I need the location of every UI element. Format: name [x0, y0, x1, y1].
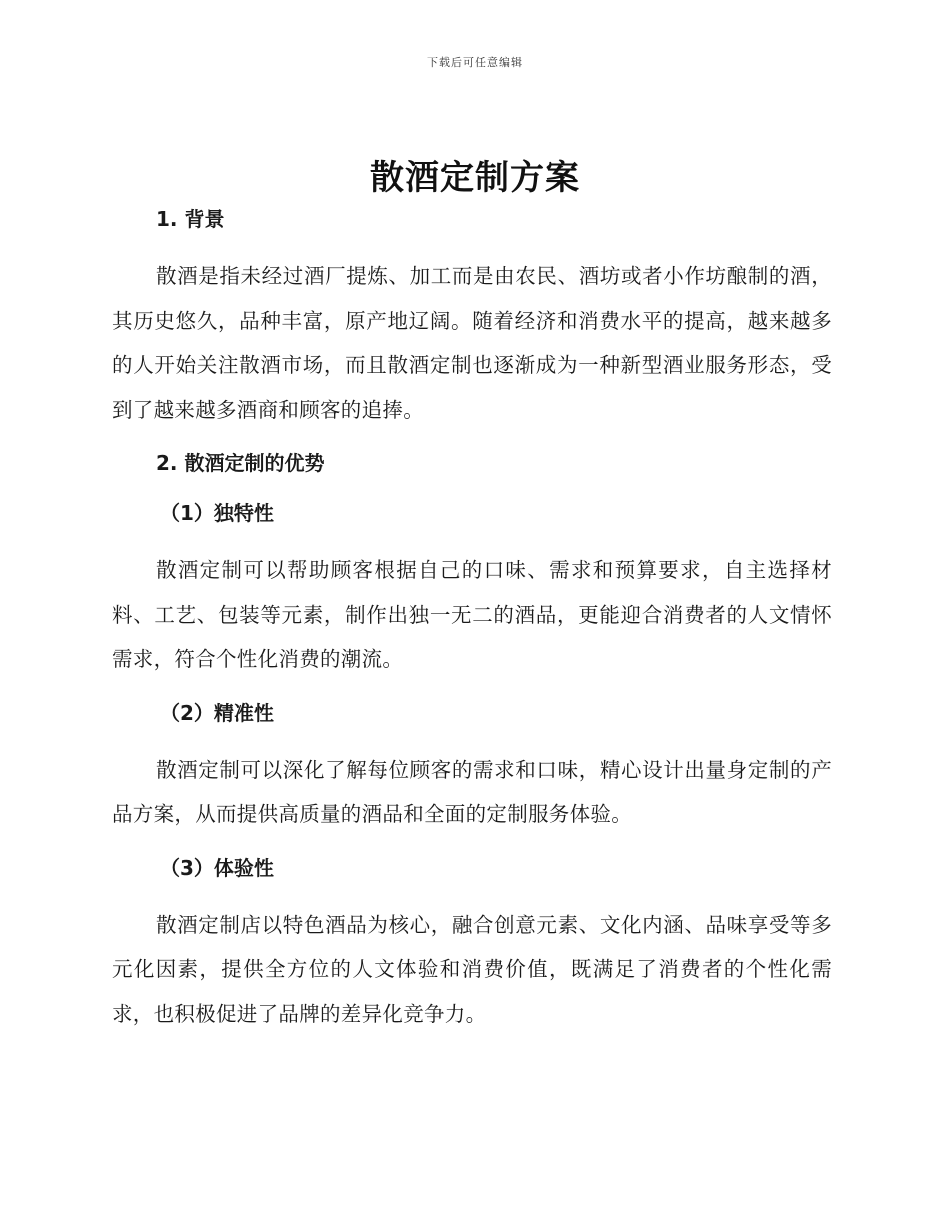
subheading-experience: （3）体验性	[160, 855, 274, 880]
subheading-uniqueness: （1）独特性	[160, 501, 274, 525]
spacer	[112, 883, 832, 903]
spacer	[112, 837, 832, 853]
spacer	[112, 478, 832, 498]
paragraph-uniqueness: 散酒定制可以帮助顾客根据自己的口味、需求和预算要求，自主选择材料、工艺、包装等元素，制作出独一无二的酒品，更能迎合消费者的人文情怀需求，符合个性化消费的潮流。	[112, 558, 832, 671]
spacer	[112, 682, 832, 698]
spacer	[112, 528, 832, 548]
spacer	[112, 432, 832, 448]
document-title: 散酒定制方案	[370, 158, 580, 198]
header-note: 下载后可任意编辑	[427, 56, 523, 69]
paragraph-background: 散酒是指未经过酒厂提炼、加工而是由农民、酒坊或者小作坊酿制的酒，其历史悠久，品种丰富，原产地辽阔。随着经济和消费水平的提高，越来越多的人开始关注散酒市场，而且散酒定制也逐渐成为一种新型酒业服务形态，受到了越来越多酒商和顾客的追捧。	[112, 264, 832, 422]
spacer	[112, 234, 832, 254]
section-heading-background: 1. 背景	[156, 207, 225, 231]
paragraph-precision: 散酒定制可以深化了解每位顾客的需求和口味，精心设计出量身定制的产品方案，从而提供高质量的酒品和全面的定制服务体验。	[112, 757, 832, 826]
subheading-precision: （2）精准性	[160, 700, 274, 725]
paragraph-experience: 散酒定制店以特色酒品为核心，融合创意元素、文化内涵、品味享受等多元化因素，提供全方位的人文体验和消费价值，既满足了消费者的个性化需求，也积极促进了品牌的差异化竞争力。	[112, 912, 832, 1026]
document-body	[112, 204, 832, 1036]
section-heading-advantages: 2. 散酒定制的优势	[156, 451, 325, 475]
spacer	[112, 728, 832, 748]
